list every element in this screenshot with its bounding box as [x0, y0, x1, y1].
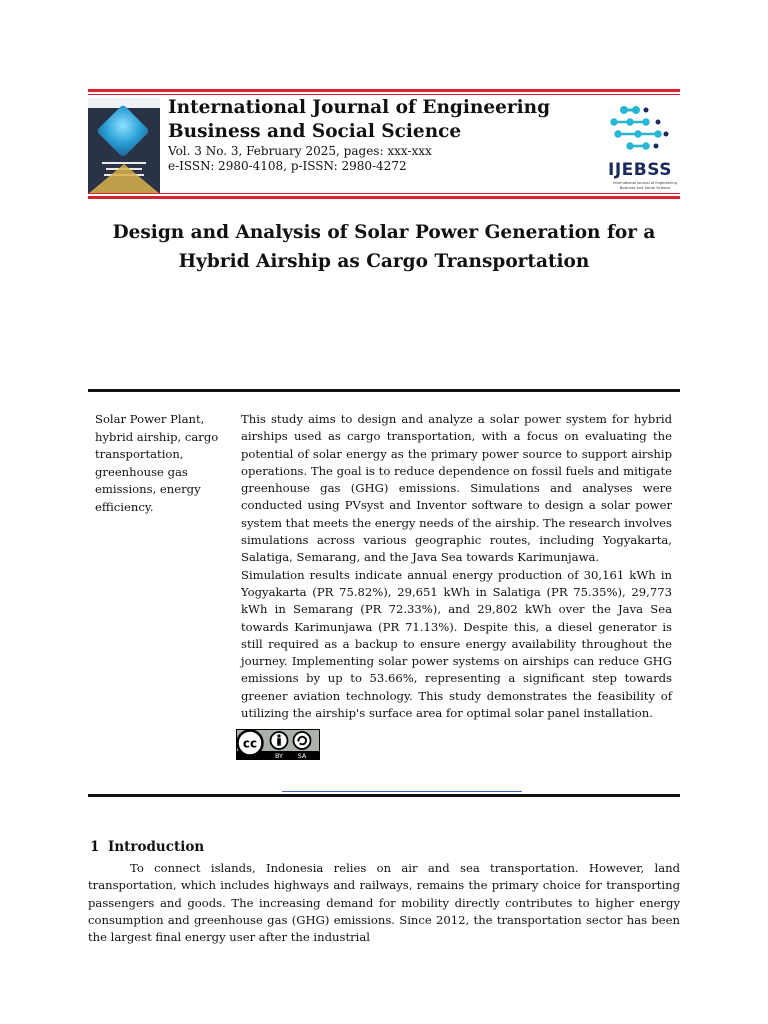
journal-title: International Journal of Engineering Business and Social Science: [168, 97, 551, 142]
paper-title: Design and Analysis of Solar Power Generation for a Hybrid Airship as Cargo Transportation: [112, 222, 656, 272]
journal-cover-image: [88, 98, 160, 194]
abstract-top-rule: [88, 389, 680, 392]
abstract: [241, 411, 672, 722]
journal-volume: Vol. 3 No. 3, February 2025, pages: xxx-xxx: [168, 144, 432, 158]
section-heading-introduction: [90, 839, 204, 855]
body-paragraph: To connect islands, Indonesia relies on air and sea transportation. However, land transportation, which includes highways and railways, remains the primary choice for transporting passengers and goods. The increasing demand for mobility directly contributes to higher energy consumption and greenhouse gas (GHG) emissions. Since 2012, the transportation sector has been the largest final energy user after the industrial: [88, 861, 680, 945]
journal-logo-abbrev: IJEBSS: [608, 160, 672, 180]
journal-logo-subtitle: International Journal of Engineering Business and Social Science: [613, 181, 677, 190]
header-top-rule-thin: [88, 94, 680, 95]
abstract-paragraph: Simulation results indicate annual energy production of 30,161 kWh in Yogyakarta (PR 75.82%), 29,651 kWh in Salatiga (PR 75.35%), 29,773 kWh in Semarang (PR 72.33%), and 29,802 kWh over the Java Sea towards Karimunjawa (PR 71.13%). Despite this, a diesel generator is still required as a backup to ensure energy availability throughout the journey. Implementing solar power systems on airships can reduce GHG emissions by up to 53.66%, representing a significant step towards greener aviation technology. This study demonstrates the feasibility of utilizing the airship's surface area for optimal solar panel installation.: [241, 567, 672, 721]
svg-text:cc: cc: [242, 736, 258, 751]
journal-issn: e-ISSN: 2980-4108, p-ISSN: 2980-4272: [168, 159, 407, 173]
section-title: Introduction: [108, 839, 205, 855]
keywords: Solar Power Plant, hybrid airship, cargo transportation, greenhouse gas emissions, energy efficiency.: [95, 412, 219, 514]
section-number: 1: [90, 839, 100, 855]
abstract-bottom-rule: [88, 794, 680, 797]
header-bottom-rule: [88, 196, 680, 199]
license-by-label: BY: [274, 752, 284, 760]
creative-commons-license-icon[interactable]: [236, 729, 320, 760]
header-top-rule: [88, 89, 680, 92]
header-bottom-rule-thin: [88, 193, 680, 194]
license-sa-label: SA: [297, 752, 307, 760]
abstract-paragraph: This study aims to design and analyze a solar power system for hybrid airships used as cargo transportation, with a focus on evaluating the potential of solar energy as the primary power source to support airship operations. The goal is to reduce dependence on fossil fuels and mitigate greenhouse gas (GHG) emissions. Simulations and analyses were conducted using PVsyst and Inventor software to design a solar power system that meets the energy needs of the airship. The research involves simulations across various geographic routes, including Yogyakarta, Salatiga, Semarang, and the Java Sea towards Karimunjawa.: [241, 412, 672, 565]
doi-link[interactable]: [282, 791, 522, 792]
introduction-body: [88, 860, 680, 946]
